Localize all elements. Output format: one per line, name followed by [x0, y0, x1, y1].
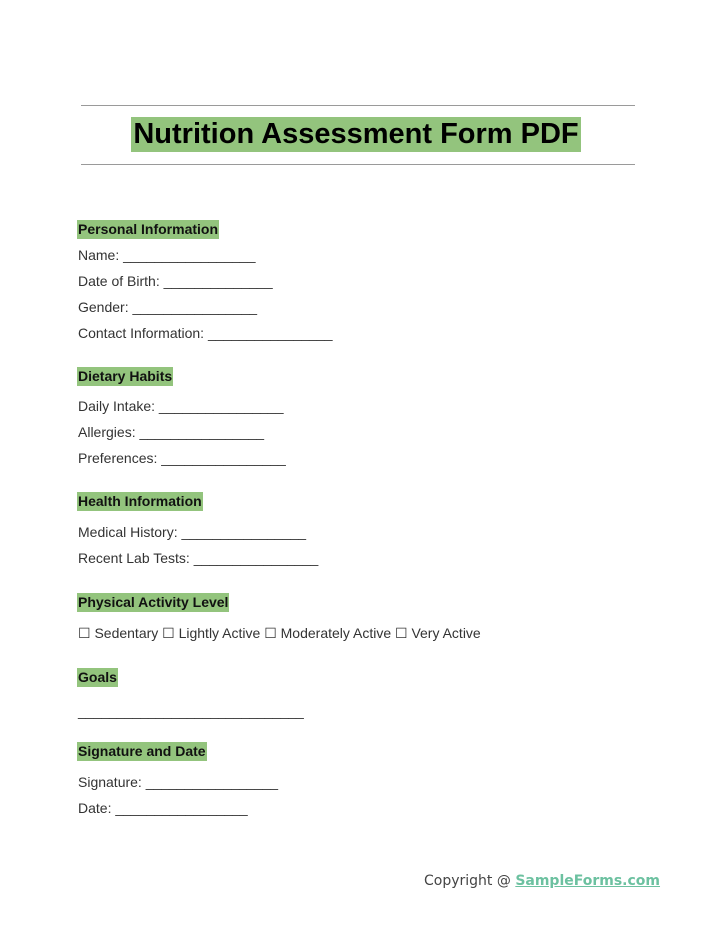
sampleforms-link[interactable]: SampleForms.com [515, 873, 661, 889]
allergies-field: Allergies: ________________ [78, 424, 265, 440]
document-title: Nutrition Assessment Form PDF [133, 118, 579, 150]
section-heading-dietary-habits: Dietary Habits [78, 368, 173, 384]
daily-intake-field: Daily Intake: ________________ [78, 398, 284, 414]
date-of-birth-field: Date of Birth: ______________ [78, 273, 273, 289]
copyright-footer [424, 872, 660, 890]
activity-level-options: ☐ Sedentary ☐ Lightly Active ☐ Moderately Active ☐ Very Active [78, 625, 481, 641]
copyright-text: Copyright @ [424, 873, 516, 889]
signature-field: Signature: _________________ [78, 774, 279, 790]
top-divider [81, 105, 635, 106]
recent-lab-tests-field: Recent Lab Tests: ________________ [78, 550, 319, 566]
gender-field: Gender: ________________ [78, 299, 258, 315]
medical-history-field: Medical History: ________________ [78, 524, 307, 540]
contact-information-field: Contact Information: ________________ [78, 325, 333, 341]
date-field: Date: _________________ [78, 800, 248, 816]
section-heading-health-information: Health Information [78, 493, 202, 509]
section-heading-personal-information: Personal Information [78, 221, 219, 237]
bottom-divider [81, 164, 635, 165]
preferences-field: Preferences: ________________ [78, 450, 286, 466]
section-heading-physical-activity-level: Physical Activity Level [78, 594, 229, 610]
section-heading-goals: Goals [78, 669, 117, 685]
section-heading-signature-and-date: Signature and Date [78, 743, 206, 759]
goals-blank-line: _____________________________ [78, 703, 304, 719]
title-container [0, 117, 712, 152]
name-field: Name: _________________ [78, 247, 256, 263]
